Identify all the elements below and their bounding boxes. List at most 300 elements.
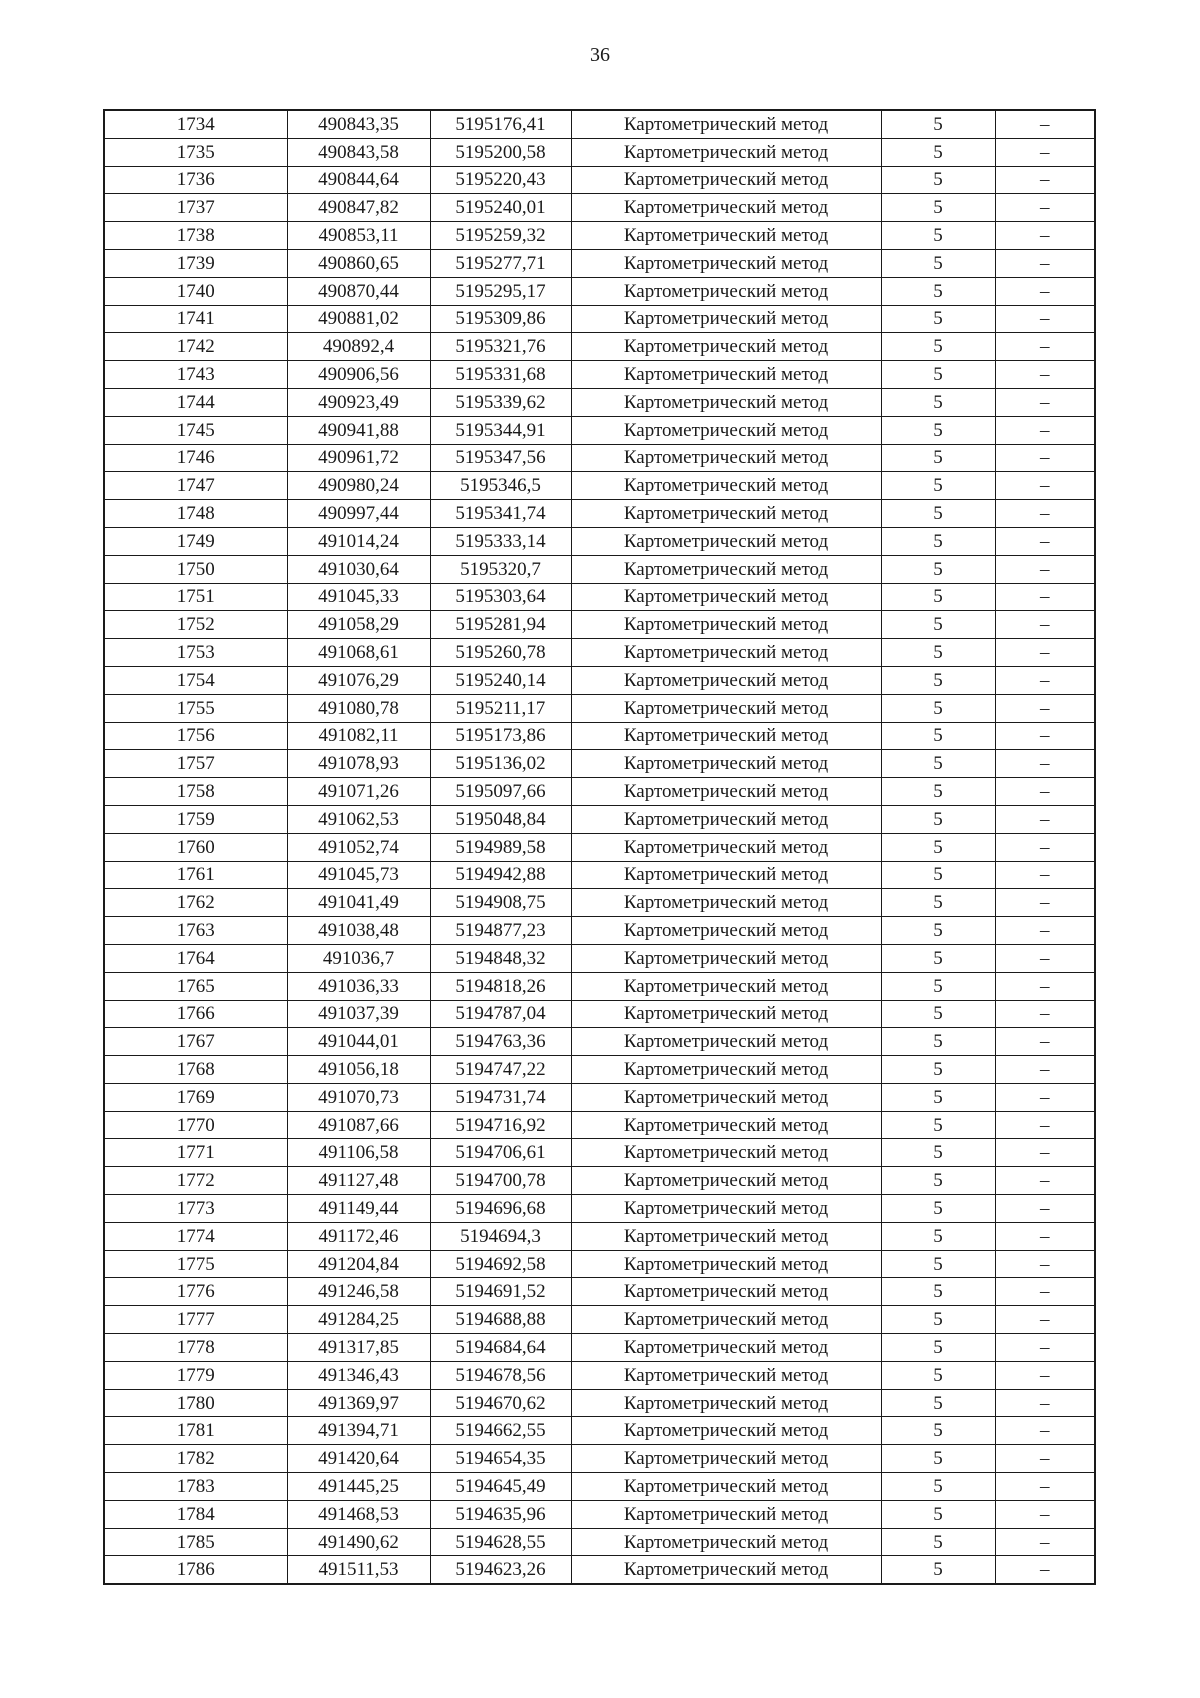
method-cell: Картометрический метод xyxy=(571,555,881,583)
accuracy-cell: 5 xyxy=(881,1473,995,1501)
point-number-cell: 1750 xyxy=(104,555,287,583)
method-cell: Картометрический метод xyxy=(571,1083,881,1111)
x-coordinate-cell: 491080,78 xyxy=(287,694,430,722)
method-cell: Картометрический метод xyxy=(571,1473,881,1501)
point-number-cell: 1761 xyxy=(104,861,287,889)
point-number-cell: 1743 xyxy=(104,361,287,389)
y-coordinate-cell: 5194877,23 xyxy=(430,917,571,945)
table-row xyxy=(104,666,1095,694)
note-cell: – xyxy=(995,1139,1095,1167)
accuracy-cell: 5 xyxy=(881,110,995,138)
y-coordinate-cell: 5195240,14 xyxy=(430,666,571,694)
y-coordinate-cell: 5195048,84 xyxy=(430,805,571,833)
y-coordinate-cell: 5195303,64 xyxy=(430,583,571,611)
method-cell: Картометрический метод xyxy=(571,388,881,416)
table-row xyxy=(104,805,1095,833)
note-cell: – xyxy=(995,1417,1095,1445)
accuracy-cell: 5 xyxy=(881,1056,995,1084)
x-coordinate-cell: 491036,33 xyxy=(287,972,430,1000)
accuracy-cell: 5 xyxy=(881,917,995,945)
accuracy-cell: 5 xyxy=(881,1389,995,1417)
point-number-cell: 1759 xyxy=(104,805,287,833)
table-row xyxy=(104,750,1095,778)
accuracy-cell: 5 xyxy=(881,1083,995,1111)
note-cell: – xyxy=(995,750,1095,778)
x-coordinate-cell: 491071,26 xyxy=(287,778,430,806)
y-coordinate-cell: 5195136,02 xyxy=(430,750,571,778)
method-cell: Картометрический метод xyxy=(571,527,881,555)
y-coordinate-cell: 5195339,62 xyxy=(430,388,571,416)
accuracy-cell: 5 xyxy=(881,1445,995,1473)
x-coordinate-cell: 490980,24 xyxy=(287,472,430,500)
accuracy-cell: 5 xyxy=(881,527,995,555)
method-cell: Картометрический метод xyxy=(571,833,881,861)
y-coordinate-cell: 5194678,56 xyxy=(430,1361,571,1389)
table-row xyxy=(104,861,1095,889)
point-number-cell: 1772 xyxy=(104,1167,287,1195)
method-cell: Картометрический метод xyxy=(571,333,881,361)
method-cell: Картометрический метод xyxy=(571,138,881,166)
note-cell: – xyxy=(995,555,1095,583)
accuracy-cell: 5 xyxy=(881,444,995,472)
method-cell: Картометрический метод xyxy=(571,1306,881,1334)
y-coordinate-cell: 5195277,71 xyxy=(430,249,571,277)
y-coordinate-cell: 5194848,32 xyxy=(430,944,571,972)
method-cell: Картометрический метод xyxy=(571,1500,881,1528)
point-number-cell: 1749 xyxy=(104,527,287,555)
method-cell: Картометрический метод xyxy=(571,500,881,528)
note-cell: – xyxy=(995,472,1095,500)
accuracy-cell: 5 xyxy=(881,1417,995,1445)
accuracy-cell: 5 xyxy=(881,222,995,250)
table-row xyxy=(104,1278,1095,1306)
x-coordinate-cell: 491045,73 xyxy=(287,861,430,889)
y-coordinate-cell: 5194694,3 xyxy=(430,1222,571,1250)
table-row xyxy=(104,222,1095,250)
point-number-cell: 1734 xyxy=(104,110,287,138)
table-row xyxy=(104,1334,1095,1362)
point-number-cell: 1740 xyxy=(104,277,287,305)
point-number-cell: 1745 xyxy=(104,416,287,444)
accuracy-cell: 5 xyxy=(881,361,995,389)
y-coordinate-cell: 5194662,55 xyxy=(430,1417,571,1445)
table-row xyxy=(104,1056,1095,1084)
point-number-cell: 1757 xyxy=(104,750,287,778)
method-cell: Картометрический метод xyxy=(571,1195,881,1223)
x-coordinate-cell: 491062,53 xyxy=(287,805,430,833)
y-coordinate-cell: 5195346,5 xyxy=(430,472,571,500)
point-number-cell: 1739 xyxy=(104,249,287,277)
method-cell: Картометрический метод xyxy=(571,166,881,194)
table-row xyxy=(104,444,1095,472)
note-cell: – xyxy=(995,388,1095,416)
note-cell: – xyxy=(995,611,1095,639)
point-number-cell: 1781 xyxy=(104,1417,287,1445)
table-row xyxy=(104,249,1095,277)
table-row xyxy=(104,1139,1095,1167)
note-cell: – xyxy=(995,1000,1095,1028)
point-number-cell: 1780 xyxy=(104,1389,287,1417)
y-coordinate-cell: 5195211,17 xyxy=(430,694,571,722)
x-coordinate-cell: 491511,53 xyxy=(287,1556,430,1584)
accuracy-cell: 5 xyxy=(881,1000,995,1028)
y-coordinate-cell: 5194818,26 xyxy=(430,972,571,1000)
point-number-cell: 1742 xyxy=(104,333,287,361)
method-cell: Картометрический метод xyxy=(571,1167,881,1195)
note-cell: – xyxy=(995,527,1095,555)
accuracy-cell: 5 xyxy=(881,944,995,972)
point-number-cell: 1786 xyxy=(104,1556,287,1584)
x-coordinate-cell: 491076,29 xyxy=(287,666,430,694)
y-coordinate-cell: 5195320,7 xyxy=(430,555,571,583)
x-coordinate-cell: 491420,64 xyxy=(287,1445,430,1473)
note-cell: – xyxy=(995,1250,1095,1278)
note-cell: – xyxy=(995,666,1095,694)
x-coordinate-cell: 490853,11 xyxy=(287,222,430,250)
accuracy-cell: 5 xyxy=(881,249,995,277)
accuracy-cell: 5 xyxy=(881,1500,995,1528)
y-coordinate-cell: 5194731,74 xyxy=(430,1083,571,1111)
table-row xyxy=(104,527,1095,555)
point-number-cell: 1773 xyxy=(104,1195,287,1223)
table-row xyxy=(104,416,1095,444)
x-coordinate-cell: 491394,71 xyxy=(287,1417,430,1445)
accuracy-cell: 5 xyxy=(881,1528,995,1556)
accuracy-cell: 5 xyxy=(881,611,995,639)
point-number-cell: 1754 xyxy=(104,666,287,694)
note-cell: – xyxy=(995,361,1095,389)
table-row xyxy=(104,1222,1095,1250)
note-cell: – xyxy=(995,944,1095,972)
y-coordinate-cell: 5194942,88 xyxy=(430,861,571,889)
note-cell: – xyxy=(995,833,1095,861)
note-cell: – xyxy=(995,444,1095,472)
point-number-cell: 1744 xyxy=(104,388,287,416)
method-cell: Картометрический метод xyxy=(571,472,881,500)
point-number-cell: 1785 xyxy=(104,1528,287,1556)
x-coordinate-cell: 491172,46 xyxy=(287,1222,430,1250)
x-coordinate-cell: 491041,49 xyxy=(287,889,430,917)
note-cell: – xyxy=(995,583,1095,611)
table-row xyxy=(104,917,1095,945)
point-number-cell: 1784 xyxy=(104,1500,287,1528)
note-cell: – xyxy=(995,110,1095,138)
y-coordinate-cell: 5194692,58 xyxy=(430,1250,571,1278)
accuracy-cell: 5 xyxy=(881,1334,995,1362)
method-cell: Картометрический метод xyxy=(571,750,881,778)
point-number-cell: 1758 xyxy=(104,778,287,806)
note-cell: – xyxy=(995,639,1095,667)
table-row xyxy=(104,1111,1095,1139)
y-coordinate-cell: 5195344,91 xyxy=(430,416,571,444)
method-cell: Картометрический метод xyxy=(571,1056,881,1084)
point-number-cell: 1782 xyxy=(104,1445,287,1473)
y-coordinate-cell: 5195200,58 xyxy=(430,138,571,166)
point-number-cell: 1769 xyxy=(104,1083,287,1111)
note-cell: – xyxy=(995,138,1095,166)
accuracy-cell: 5 xyxy=(881,1556,995,1584)
accuracy-cell: 5 xyxy=(881,778,995,806)
table-row xyxy=(104,194,1095,222)
method-cell: Картометрический метод xyxy=(571,917,881,945)
accuracy-cell: 5 xyxy=(881,805,995,833)
point-number-cell: 1768 xyxy=(104,1056,287,1084)
accuracy-cell: 5 xyxy=(881,138,995,166)
coordinates-table xyxy=(103,109,1096,1585)
x-coordinate-cell: 491056,18 xyxy=(287,1056,430,1084)
accuracy-cell: 5 xyxy=(881,1167,995,1195)
table-row xyxy=(104,583,1095,611)
x-coordinate-cell: 491284,25 xyxy=(287,1306,430,1334)
point-number-cell: 1783 xyxy=(104,1473,287,1501)
accuracy-cell: 5 xyxy=(881,666,995,694)
accuracy-cell: 5 xyxy=(881,861,995,889)
accuracy-cell: 5 xyxy=(881,1306,995,1334)
x-coordinate-cell: 490844,64 xyxy=(287,166,430,194)
method-cell: Картометрический метод xyxy=(571,194,881,222)
y-coordinate-cell: 5195331,68 xyxy=(430,361,571,389)
method-cell: Картометрический метод xyxy=(571,110,881,138)
note-cell: – xyxy=(995,1556,1095,1584)
table-row xyxy=(104,1500,1095,1528)
table-row xyxy=(104,110,1095,138)
note-cell: – xyxy=(995,1306,1095,1334)
table-row xyxy=(104,472,1095,500)
note-cell: – xyxy=(995,249,1095,277)
note-cell: – xyxy=(995,1278,1095,1306)
y-coordinate-cell: 5195309,86 xyxy=(430,305,571,333)
x-coordinate-cell: 491317,85 xyxy=(287,1334,430,1362)
point-number-cell: 1778 xyxy=(104,1334,287,1362)
accuracy-cell: 5 xyxy=(881,1195,995,1223)
y-coordinate-cell: 5194688,88 xyxy=(430,1306,571,1334)
point-number-cell: 1751 xyxy=(104,583,287,611)
method-cell: Картометрический метод xyxy=(571,889,881,917)
note-cell: – xyxy=(995,416,1095,444)
y-coordinate-cell: 5194700,78 xyxy=(430,1167,571,1195)
y-coordinate-cell: 5194706,61 xyxy=(430,1139,571,1167)
note-cell: – xyxy=(995,1361,1095,1389)
method-cell: Картометрический метод xyxy=(571,1139,881,1167)
note-cell: – xyxy=(995,500,1095,528)
point-number-cell: 1756 xyxy=(104,722,287,750)
method-cell: Картометрический метод xyxy=(571,1111,881,1139)
x-coordinate-cell: 491246,58 xyxy=(287,1278,430,1306)
point-number-cell: 1760 xyxy=(104,833,287,861)
y-coordinate-cell: 5194989,58 xyxy=(430,833,571,861)
accuracy-cell: 5 xyxy=(881,416,995,444)
point-number-cell: 1779 xyxy=(104,1361,287,1389)
x-coordinate-cell: 491490,62 xyxy=(287,1528,430,1556)
method-cell: Картометрический метод xyxy=(571,583,881,611)
point-number-cell: 1748 xyxy=(104,500,287,528)
accuracy-cell: 5 xyxy=(881,889,995,917)
method-cell: Картометрический метод xyxy=(571,277,881,305)
x-coordinate-cell: 491127,48 xyxy=(287,1167,430,1195)
method-cell: Картометрический метод xyxy=(571,1389,881,1417)
x-coordinate-cell: 490843,35 xyxy=(287,110,430,138)
accuracy-cell: 5 xyxy=(881,1139,995,1167)
accuracy-cell: 5 xyxy=(881,833,995,861)
accuracy-cell: 5 xyxy=(881,1361,995,1389)
x-coordinate-cell: 491036,7 xyxy=(287,944,430,972)
x-coordinate-cell: 490892,4 xyxy=(287,333,430,361)
y-coordinate-cell: 5195333,14 xyxy=(430,527,571,555)
method-cell: Картометрический метод xyxy=(571,611,881,639)
note-cell: – xyxy=(995,1195,1095,1223)
method-cell: Картометрический метод xyxy=(571,444,881,472)
table-row xyxy=(104,1389,1095,1417)
table-row xyxy=(104,1361,1095,1389)
y-coordinate-cell: 5194635,96 xyxy=(430,1500,571,1528)
point-number-cell: 1774 xyxy=(104,1222,287,1250)
method-cell: Картометрический метод xyxy=(571,1361,881,1389)
x-coordinate-cell: 491445,25 xyxy=(287,1473,430,1501)
accuracy-cell: 5 xyxy=(881,972,995,1000)
method-cell: Картометрический метод xyxy=(571,1028,881,1056)
accuracy-cell: 5 xyxy=(881,694,995,722)
accuracy-cell: 5 xyxy=(881,639,995,667)
y-coordinate-cell: 5195176,41 xyxy=(430,110,571,138)
y-coordinate-cell: 5195173,86 xyxy=(430,722,571,750)
x-coordinate-cell: 490843,58 xyxy=(287,138,430,166)
table-body xyxy=(104,110,1095,1584)
method-cell: Картометрический метод xyxy=(571,1222,881,1250)
point-number-cell: 1752 xyxy=(104,611,287,639)
point-number-cell: 1766 xyxy=(104,1000,287,1028)
method-cell: Картометрический метод xyxy=(571,361,881,389)
note-cell: – xyxy=(995,889,1095,917)
y-coordinate-cell: 5195259,32 xyxy=(430,222,571,250)
note-cell: – xyxy=(995,861,1095,889)
x-coordinate-cell: 490881,02 xyxy=(287,305,430,333)
point-number-cell: 1736 xyxy=(104,166,287,194)
accuracy-cell: 5 xyxy=(881,166,995,194)
method-cell: Картометрический метод xyxy=(571,222,881,250)
table-row xyxy=(104,388,1095,416)
method-cell: Картометрический метод xyxy=(571,972,881,1000)
point-number-cell: 1762 xyxy=(104,889,287,917)
accuracy-cell: 5 xyxy=(881,388,995,416)
point-number-cell: 1775 xyxy=(104,1250,287,1278)
y-coordinate-cell: 5195220,43 xyxy=(430,166,571,194)
note-cell: – xyxy=(995,166,1095,194)
note-cell: – xyxy=(995,1334,1095,1362)
table-row xyxy=(104,1195,1095,1223)
table-row xyxy=(104,500,1095,528)
y-coordinate-cell: 5194696,68 xyxy=(430,1195,571,1223)
x-coordinate-cell: 491038,48 xyxy=(287,917,430,945)
note-cell: – xyxy=(995,277,1095,305)
table-row xyxy=(104,889,1095,917)
x-coordinate-cell: 491468,53 xyxy=(287,1500,430,1528)
y-coordinate-cell: 5195321,76 xyxy=(430,333,571,361)
point-number-cell: 1767 xyxy=(104,1028,287,1056)
method-cell: Картометрический метод xyxy=(571,1278,881,1306)
method-cell: Картометрический метод xyxy=(571,778,881,806)
note-cell: – xyxy=(995,694,1095,722)
method-cell: Картометрический метод xyxy=(571,1417,881,1445)
y-coordinate-cell: 5194691,52 xyxy=(430,1278,571,1306)
method-cell: Картометрический метод xyxy=(571,1250,881,1278)
note-cell: – xyxy=(995,917,1095,945)
y-coordinate-cell: 5194628,55 xyxy=(430,1528,571,1556)
y-coordinate-cell: 5195295,17 xyxy=(430,277,571,305)
accuracy-cell: 5 xyxy=(881,1250,995,1278)
x-coordinate-cell: 491346,43 xyxy=(287,1361,430,1389)
point-number-cell: 1737 xyxy=(104,194,287,222)
accuracy-cell: 5 xyxy=(881,1278,995,1306)
y-coordinate-cell: 5194623,26 xyxy=(430,1556,571,1584)
table-row xyxy=(104,1417,1095,1445)
note-cell: – xyxy=(995,1445,1095,1473)
note-cell: – xyxy=(995,1500,1095,1528)
table-row xyxy=(104,1445,1095,1473)
accuracy-cell: 5 xyxy=(881,1028,995,1056)
method-cell: Картометрический метод xyxy=(571,1334,881,1362)
point-number-cell: 1738 xyxy=(104,222,287,250)
y-coordinate-cell: 5194654,35 xyxy=(430,1445,571,1473)
note-cell: – xyxy=(995,778,1095,806)
point-number-cell: 1776 xyxy=(104,1278,287,1306)
table-row xyxy=(104,833,1095,861)
method-cell: Картометрический метод xyxy=(571,805,881,833)
x-coordinate-cell: 491106,58 xyxy=(287,1139,430,1167)
table-row xyxy=(104,722,1095,750)
x-coordinate-cell: 491058,29 xyxy=(287,611,430,639)
y-coordinate-cell: 5194787,04 xyxy=(430,1000,571,1028)
table-row xyxy=(104,694,1095,722)
accuracy-cell: 5 xyxy=(881,1111,995,1139)
y-coordinate-cell: 5195347,56 xyxy=(430,444,571,472)
table-row xyxy=(104,1083,1095,1111)
note-cell: – xyxy=(995,1028,1095,1056)
note-cell: – xyxy=(995,1083,1095,1111)
method-cell: Картометрический метод xyxy=(571,1528,881,1556)
x-coordinate-cell: 491070,73 xyxy=(287,1083,430,1111)
y-coordinate-cell: 5194645,49 xyxy=(430,1473,571,1501)
method-cell: Картометрический метод xyxy=(571,1556,881,1584)
x-coordinate-cell: 490847,82 xyxy=(287,194,430,222)
note-cell: – xyxy=(995,722,1095,750)
y-coordinate-cell: 5195341,74 xyxy=(430,500,571,528)
note-cell: – xyxy=(995,222,1095,250)
x-coordinate-cell: 490860,65 xyxy=(287,249,430,277)
point-number-cell: 1741 xyxy=(104,305,287,333)
y-coordinate-cell: 5195260,78 xyxy=(430,639,571,667)
x-coordinate-cell: 491149,44 xyxy=(287,1195,430,1223)
table-row xyxy=(104,778,1095,806)
table-row xyxy=(104,1306,1095,1334)
x-coordinate-cell: 491052,74 xyxy=(287,833,430,861)
note-cell: – xyxy=(995,1222,1095,1250)
point-number-cell: 1765 xyxy=(104,972,287,1000)
table-row xyxy=(104,972,1095,1000)
accuracy-cell: 5 xyxy=(881,1222,995,1250)
note-cell: – xyxy=(995,1528,1095,1556)
note-cell: – xyxy=(995,1389,1095,1417)
table-row xyxy=(104,1556,1095,1584)
accuracy-cell: 5 xyxy=(881,583,995,611)
table-row xyxy=(104,1167,1095,1195)
accuracy-cell: 5 xyxy=(881,194,995,222)
point-number-cell: 1764 xyxy=(104,944,287,972)
note-cell: – xyxy=(995,1167,1095,1195)
x-coordinate-cell: 491078,93 xyxy=(287,750,430,778)
x-coordinate-cell: 491045,33 xyxy=(287,583,430,611)
accuracy-cell: 5 xyxy=(881,500,995,528)
note-cell: – xyxy=(995,805,1095,833)
